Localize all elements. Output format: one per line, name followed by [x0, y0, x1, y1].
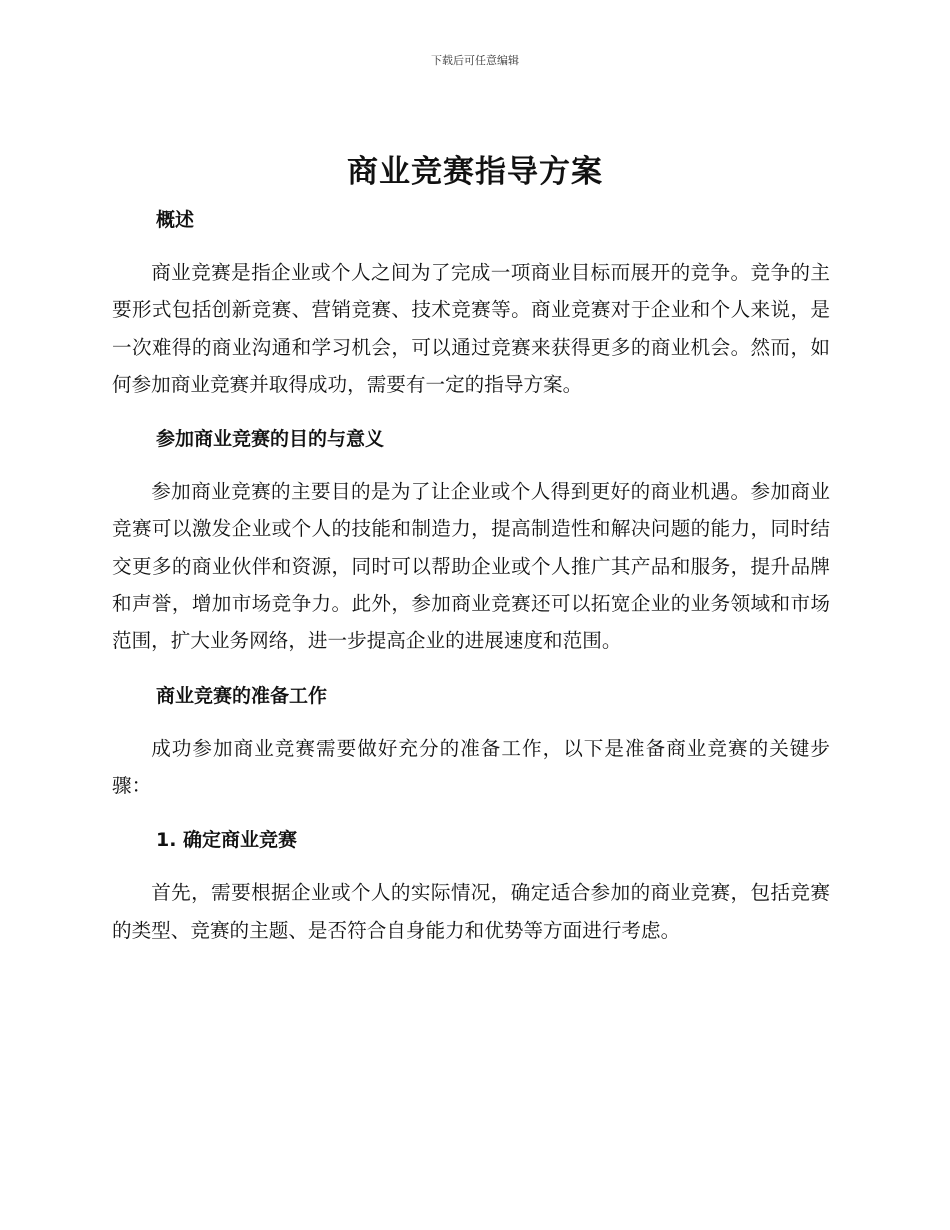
document-title: 商业竞赛指导方案: [347, 154, 603, 190]
section-heading: 1. 确定商业竞赛: [156, 829, 298, 852]
section-heading: 参加商业竞赛的目的与意义: [156, 428, 385, 451]
page-header-note: 下载后可任意编辑: [431, 54, 519, 67]
section-paragraph: 商业竞赛是指企业或个人之间为了完成一项商业目标而展开的竞争。竞争的主要形式包括创新竞赛、营销竞赛、技术竞赛等。商业竞赛对于企业和个人来说，是一次难得的商业沟通和学习机会，可以通过竞赛来获得更多的商业机会。然而，如何参加商业竞赛并取得成功，需要有一定的指导方案。: [112, 261, 830, 396]
section-purpose: [112, 419, 830, 675]
section-paragraph: 首先，需要根据企业或个人的实际情况，确定适合参加的商业竞赛，包括竞赛的类型、竞赛的主题、是否符合自身能力和优势等方面进行考虑。: [112, 881, 830, 942]
section-paragraph: 参加商业竞赛的主要目的是为了让企业或个人得到更好的商业机遇。参加商业竞赛可以激发企业或个人的技能和制造力，提高制造性和解决问题的能力，同时结交更多的商业伙伴和资源，同时可以帮助企业或个人推广其产品和服务，提升品牌和声誉，增加市场竞争力。此外，参加商业竞赛还可以拓宽企业的业务领域和市场范围，扩大业务网络，进一步提高企业的进展速度和范围。: [112, 480, 830, 653]
section-step-1: [112, 820, 830, 949]
section-heading: 概述: [156, 209, 195, 231]
section-paragraph: 成功参加商业竞赛需要做好充分的准备工作，以下是准备商业竞赛的关键步骤：: [112, 736, 830, 797]
section-heading: 商业竞赛的准备工作: [156, 684, 328, 707]
document-body: [112, 200, 830, 949]
section-overview: [112, 200, 830, 419]
section-preparation: [112, 676, 830, 821]
